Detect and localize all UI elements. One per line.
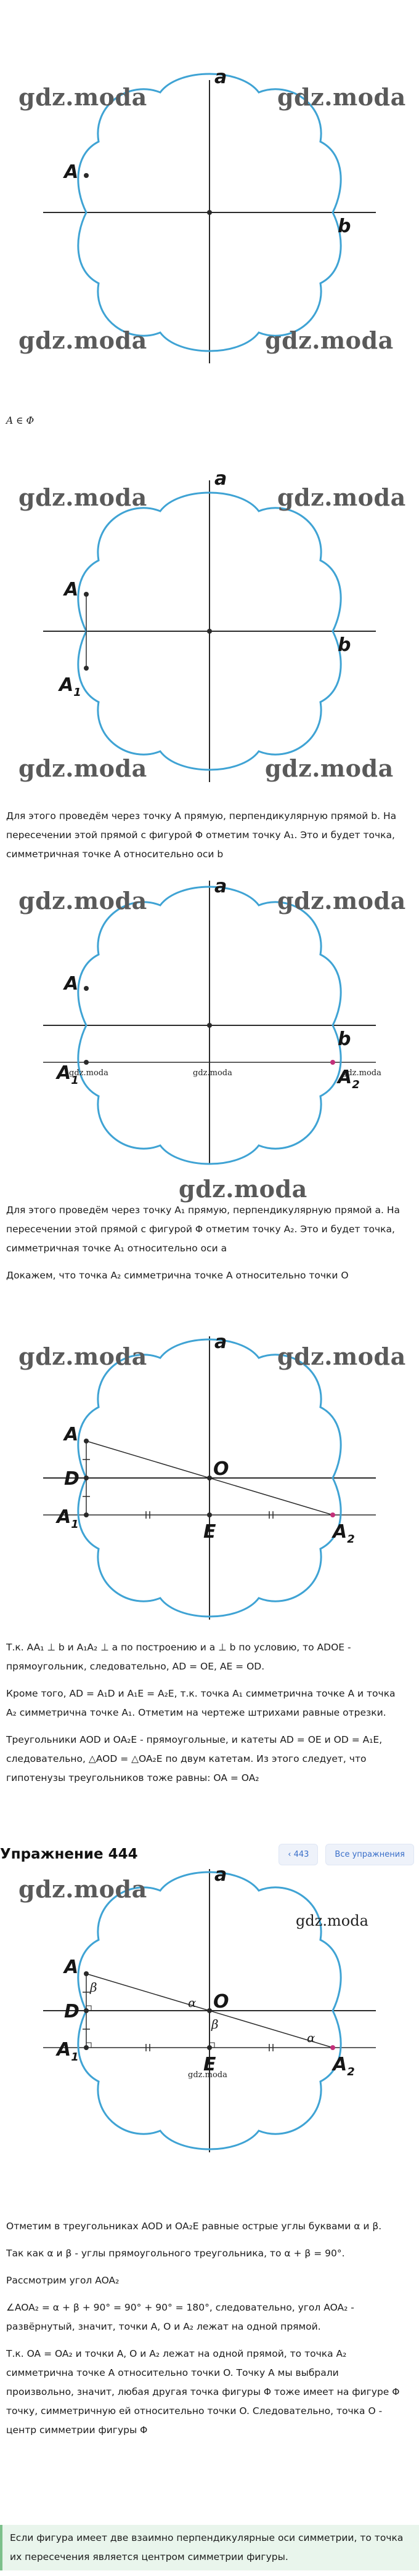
point-o — [207, 629, 212, 634]
watermark: gdz.moda — [277, 83, 406, 111]
point-o — [207, 210, 212, 215]
prev-exercise-button[interactable] — [279, 1844, 318, 1865]
paragraph-triangles: Треугольники AOD и OA₂E - прямоугольные, и катеты AD = OE и OD = A₁E, следовательно, △AOD = △OA₂E по двум катетам. Из этого следует, что гипотенузы треугольников тоже равны: OA = OA₂ — [6, 1734, 383, 1783]
paragraph-conclusion: Т.к. OA = OA₂ и точки A, O и A₂ лежат на одной прямой, то точка A₂ симметрична точке A относительно точки O. Точку A мы выбрали произвольно, значит, любая другая точка фигуры Φ тоже имеет на фигуре Φ точку, симметричную ей относительно точки O. Следовательно, точка O - центр симметрии фигуры Φ — [6, 2348, 400, 2436]
paragraph-sum: Так как α и β - углы прямоугольного треугольника, то α + β = 90°. — [6, 2248, 345, 2259]
watermark: gdz.moda — [18, 483, 147, 511]
point-a2 — [330, 1512, 335, 1517]
watermark: gdz.moda — [18, 1343, 147, 1370]
label-O: O — [213, 1458, 229, 1480]
exercise-nav — [279, 1844, 414, 1865]
angle-beta-label: β — [90, 1980, 97, 1995]
label-A: A — [64, 973, 79, 995]
figure-2-clover — [0, 456, 419, 801]
label-A2: $A_2$ — [333, 1521, 355, 1546]
label-A: A — [64, 1424, 79, 1445]
point-a1 — [84, 2045, 89, 2050]
point-a1 — [84, 1512, 89, 1517]
watermark: gdz.moda — [277, 483, 406, 511]
watermark: gdz.moda — [277, 1343, 406, 1370]
paragraph-prove: Докажем, что точка A₂ симметрична точке A относительно точки O — [6, 1270, 349, 1281]
exercise-header — [0, 1841, 419, 1867]
point-e — [207, 2045, 212, 2050]
figure-5-angles — [0, 1864, 419, 2158]
watermark: gdz.moda — [18, 83, 147, 111]
angle-alpha-label: α — [307, 2030, 315, 2045]
label-b: b — [338, 1028, 351, 1050]
figure-4-svg — [0, 1336, 419, 1626]
point-a2 — [330, 1060, 335, 1065]
label-D: D — [64, 1468, 79, 1490]
label-A2: $A_2$ — [333, 2054, 355, 2078]
figure-3-clover — [0, 874, 419, 1170]
label-A: A — [64, 1956, 79, 1978]
paragraph-perp-a: Для этого проведём через точку A₁ прямую, перпендикулярную прямой a. На пересечении этой прямой с фигурой Φ отметим точку A₂. Это и будет точка, симметричная точке A₁ относительно оси a — [6, 1205, 400, 1254]
label-E: E — [203, 1521, 216, 1543]
label-A1: $A_1$ — [59, 674, 81, 699]
paragraph-perp-b: Для этого проведём через точку A прямую, перпендикулярную прямой b. На пересечении этой прямой с фигурой Φ отметим точку A₁. Это и будет точка, симметричная точке A относительно оси b — [6, 810, 397, 860]
point-o — [207, 1023, 212, 1028]
watermark: gdz.moda — [18, 887, 147, 915]
point-o — [207, 1476, 212, 1480]
watermark: gdz.moda — [18, 754, 147, 782]
membership-formula: A ∈ Φ — [6, 415, 35, 426]
label-E: E — [203, 2054, 216, 2075]
label-O: O — [213, 1991, 229, 2013]
figure-1-clover — [0, 31, 419, 376]
watermark: gdz.moda — [265, 326, 394, 354]
label-A2: $A_2$ — [338, 1067, 360, 1091]
paragraph-equal: Кроме того, AD = A₁D и A₁E = A₂E, т.к. точка A₁ симметрична точке A и точка A₂ симметрична точке A₁. Отметим на чертеже штрихами равные отрезки. — [6, 1688, 396, 1718]
point-a — [84, 1439, 89, 1443]
point-d — [84, 2008, 89, 2013]
all-exercises-button[interactable]: Все упражнения — [325, 1844, 414, 1865]
text-block-3 — [6, 1201, 407, 1293]
paragraph-consider: Рассмотрим угол AOA₂ — [6, 2275, 120, 2286]
label-a: a — [214, 468, 227, 490]
point-o — [207, 2008, 212, 2013]
point-d — [84, 1476, 89, 1480]
rule-callout: Если фигура имеет две взаимно перпендикулярные оси симметрии, то точка их пересечения является центром симметрии фигуры. — [0, 2525, 419, 2570]
text-block-4 — [6, 1638, 407, 1796]
figure-1-svg — [0, 31, 419, 376]
paragraph-rect: Т.к. AA₁ ⊥ b и A₁A₂ ⊥ a по построению и a ⊥ b по условию, то ADOE - прямоугольник, следовательно, AD = OE, AE = OD. — [6, 1642, 351, 1672]
point-a1 — [84, 1060, 89, 1065]
text-block-5 — [6, 2217, 407, 2448]
watermark: gdz.moda — [265, 754, 394, 782]
point-a — [84, 986, 89, 991]
label-a: a — [214, 876, 227, 897]
label-a: a — [214, 67, 227, 88]
point-a — [84, 1971, 89, 1976]
figure-4-construction — [0, 1331, 419, 1626]
angle-beta-label: β — [211, 2017, 219, 2032]
watermark-small: gdz.moda — [69, 1068, 108, 1078]
paragraph-straight: ∠AOA₂ = α + β + 90° = 90° + 90° = 180°, следовательно, угол AOA₂ - развёрнутый, значит, точки A, O и A₂ лежат на одной прямой. — [6, 2302, 354, 2332]
text-membership — [6, 411, 407, 438]
label-A: A — [64, 161, 79, 183]
chevron-left-icon: ‹ — [288, 1849, 294, 1859]
prev-exercise-label: 443 — [293, 1849, 309, 1859]
watermark-small: gdz.moda — [296, 1912, 368, 1929]
label-A: A — [64, 579, 79, 600]
label-D: D — [64, 2001, 79, 2022]
watermark-small: gdz.moda — [193, 1068, 232, 1078]
angle-alpha-label: α — [188, 1995, 197, 2010]
watermark: gdz.moda — [179, 1175, 307, 1203]
text-block-2 — [6, 807, 407, 872]
label-a: a — [214, 1864, 227, 1886]
point-e — [207, 1512, 212, 1517]
point-a — [84, 592, 89, 597]
label-A1: $A_1$ — [57, 1506, 79, 1531]
label-A1: $A_1$ — [57, 1062, 79, 1087]
watermark-small: gdz.moda — [342, 1068, 381, 1078]
point-a2 — [330, 2045, 335, 2050]
label-a: a — [214, 1331, 227, 1353]
paragraph-angles: Отметим в треугольниках AOD и OA₂E равные острые углы буквами α и β. — [6, 2221, 382, 2232]
label-A1: $A_1$ — [57, 2039, 79, 2064]
label-b: b — [338, 216, 351, 237]
label-b: b — [338, 634, 351, 656]
watermark: gdz.moda — [18, 1875, 147, 1903]
point-a1 — [84, 666, 89, 671]
point-a — [84, 173, 89, 178]
exercise-title: Упражнение 444 — [0, 1846, 138, 1862]
figure-3-svg — [0, 874, 419, 1170]
watermark: gdz.moda — [277, 887, 406, 915]
watermark-small: gdz.moda — [188, 2070, 227, 2080]
watermark: gdz.moda — [18, 326, 147, 354]
